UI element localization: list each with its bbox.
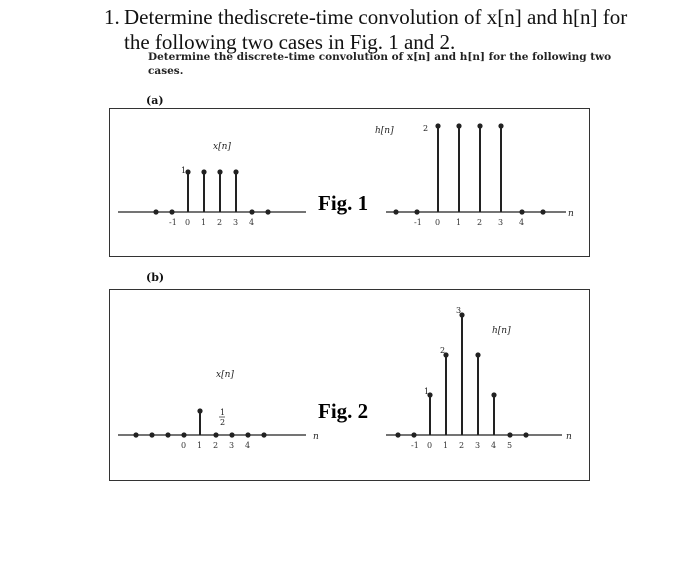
fig1-h-tick-label: -1 xyxy=(414,218,422,227)
fig1-h-stem-point xyxy=(477,123,482,128)
question-line-1: Determine thediscrete-time convolution of x[n] and h[n] for xyxy=(124,5,628,29)
part-b-label: (b) xyxy=(146,271,165,284)
fig2-x-stem-point xyxy=(165,432,170,437)
question-number: 1. xyxy=(104,5,120,29)
fig1-x-tick-label: 2 xyxy=(217,218,223,227)
fig1-x-title: x[n] xyxy=(213,142,231,152)
fig1-x-stem-point xyxy=(153,209,158,214)
fig2-x-tick-label: 0 xyxy=(181,441,187,450)
fig2-h-value-3: 3 xyxy=(456,306,462,315)
fig2-x-stem-point xyxy=(245,432,250,437)
fig1-x-stem-point xyxy=(201,169,206,174)
fig2-h-stem-point xyxy=(475,352,480,357)
fig1-h-tick-label: 2 xyxy=(477,218,483,227)
fig2-x-stem-point xyxy=(261,432,266,437)
fig2-x-tick-label: 1 xyxy=(197,441,203,450)
fig1-h-stem-point xyxy=(435,123,440,128)
fig2-x-stem-point xyxy=(213,432,218,437)
fig2-x-tick-label: 4 xyxy=(245,441,251,450)
fig1-h-stem-point xyxy=(414,209,419,214)
fig2-x-tick-label: 3 xyxy=(229,441,235,450)
figure-1-svg xyxy=(110,109,591,258)
fig2-x-title: x[n] xyxy=(216,370,234,380)
fig1-h-tick-label: 0 xyxy=(435,218,441,227)
fig1-h-value-label: 2 xyxy=(423,124,429,133)
fig2-h-title: h[n] xyxy=(492,326,511,336)
fig2-x-tick-label: 2 xyxy=(213,441,219,450)
fig1-n-label: n xyxy=(568,209,574,219)
fig2-x-stem-point xyxy=(181,432,186,437)
fig2-h-stem-point xyxy=(395,432,400,437)
fig2-x-stems xyxy=(133,408,266,450)
fig1-x-stem-point xyxy=(249,209,254,214)
fig2-h-stem-point xyxy=(411,432,416,437)
fig1-x-stem-point xyxy=(265,209,270,214)
fig2-x-value-num: 1 xyxy=(220,408,226,417)
fig2-h-tick-label: 0 xyxy=(427,441,433,450)
fig2-x-n-label: n xyxy=(313,432,319,442)
fig2-x-stem-point xyxy=(149,432,154,437)
fig1-h-stem-point xyxy=(393,209,398,214)
fig2-h-value-1: 1 xyxy=(424,387,430,396)
fig2-x-value-den: 2 xyxy=(220,418,226,427)
fig2-h-n-label: n xyxy=(566,432,572,442)
fig1-x-stem-point xyxy=(233,169,238,174)
fig2-h-value-2: 2 xyxy=(440,346,446,355)
fig2-h-tick-label: 2 xyxy=(459,441,465,450)
fig1-x-tick-label: 0 xyxy=(185,218,191,227)
fig2-h-tick-label: 5 xyxy=(507,441,513,450)
fig2-h-stem-point xyxy=(523,432,528,437)
fig2-x-stem-point xyxy=(133,432,138,437)
fig1-h-tick-label: 4 xyxy=(519,218,525,227)
fig1-label: Fig. 1 xyxy=(318,191,369,215)
figure-1-box xyxy=(109,108,590,257)
fig1-x-tick-label: -1 xyxy=(169,218,177,227)
fig1-x-stem-point xyxy=(169,209,174,214)
fig1-x-tick-label: 4 xyxy=(249,218,255,227)
fig2-x-stem-point xyxy=(197,408,202,413)
fig2-h-stem-point xyxy=(507,432,512,437)
figure-2-svg xyxy=(110,290,591,482)
problem-statement: Determine the discrete-time convolution of x[n] and h[n] for the following two cases. xyxy=(148,51,612,77)
fig2-x-stem-point xyxy=(229,432,234,437)
fig1-h-stem-point xyxy=(540,209,545,214)
fig1-h-stem-point xyxy=(456,123,461,128)
fig1-h-stem-point xyxy=(498,123,503,128)
fig1-h-tick-label: 3 xyxy=(498,218,504,227)
fig1-h-title: h[n] xyxy=(375,126,394,136)
fig1-x-stems xyxy=(153,169,270,227)
part-a-label: (a) xyxy=(146,94,164,107)
question-line-2: the following two cases in Fig. 1 and 2. xyxy=(124,30,456,54)
fig2-h-tick-label: 4 xyxy=(491,441,497,450)
fig1-x-value-label: 1 xyxy=(181,166,187,175)
fig2-h-stem-point xyxy=(491,392,496,397)
fig1-h-stem-point xyxy=(519,209,524,214)
fig2-h-tick-label: -1 xyxy=(411,441,419,450)
fig1-x-stem-point xyxy=(217,169,222,174)
fig2-h-tick-label: 1 xyxy=(443,441,449,450)
fig2-label: Fig. 2 xyxy=(318,399,369,423)
fig1-x-stem-point xyxy=(185,169,190,174)
fig1-x-tick-label: 1 xyxy=(201,218,207,227)
fig2-h-tick-label: 3 xyxy=(475,441,481,450)
figure-2-box xyxy=(109,289,590,481)
fig1-h-tick-label: 1 xyxy=(456,218,462,227)
fig1-x-tick-label: 3 xyxy=(233,218,239,227)
